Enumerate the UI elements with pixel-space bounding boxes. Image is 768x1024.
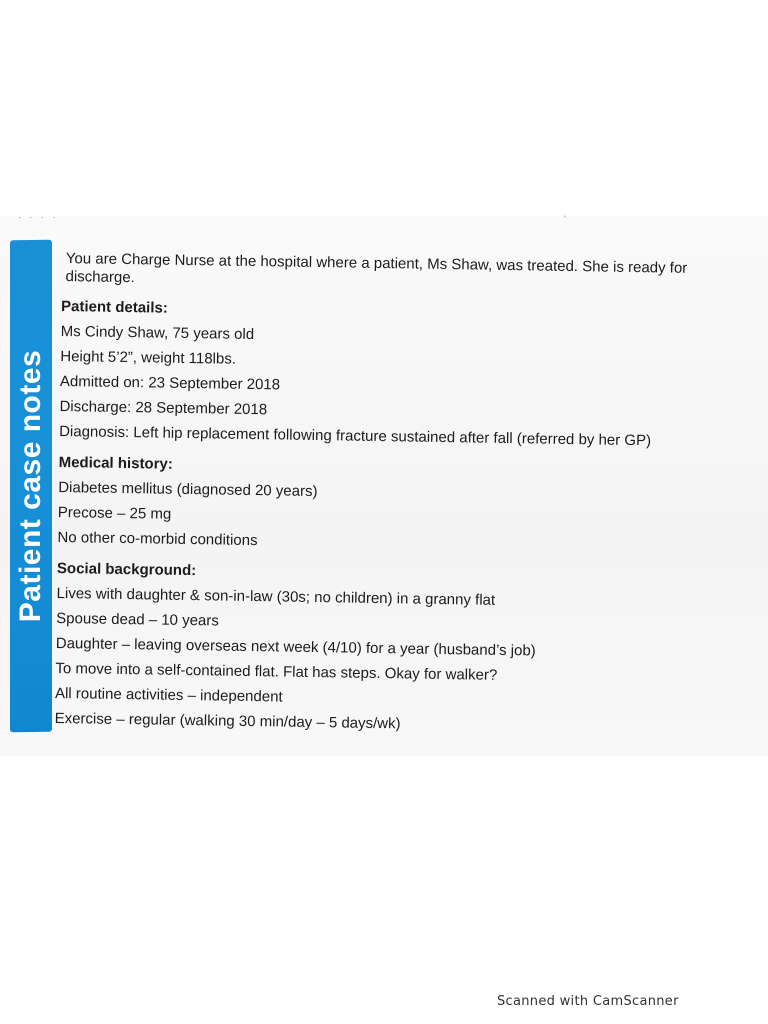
detail-line: Ms Cindy Shaw, 75 years old	[60, 322, 255, 344]
page-edge-mark: '	[564, 214, 566, 224]
detail-line: Spouse dead – 10 years	[56, 609, 219, 630]
detail-line: Daughter – leaving overseas next week (4/10) for a year (husband’s job)	[55, 634, 536, 660]
detail-line: Lives with daughter & son-in-law (30s; no children) in a granny flat	[56, 584, 496, 609]
detail-line: Diabetes mellitus (diagnosed 20 years)	[58, 478, 318, 501]
detail-line: Diagnosis: Left hip replacement following fracture sustained after fall (referred by her GP)	[59, 422, 652, 450]
case-notes-content	[54, 250, 742, 748]
detail-line: Discharge: 28 September 2018	[59, 397, 268, 419]
intro-text: You are Charge Nurse at the hospital where a patient, Ms Shaw, was treated. She is ready for discharge.	[65, 250, 688, 287]
section-medical-history	[57, 450, 738, 561]
side-tab-label: Patient case notes	[14, 349, 47, 623]
detail-line: Precose – 25 mg	[57, 503, 172, 523]
section-patient-details	[59, 294, 741, 455]
detail-line: To move into a self-contained flat. Flat has steps. Okay for walker?	[55, 659, 498, 684]
detail-line: All routine activities – independent	[54, 684, 283, 706]
detail-line: Exercise – regular (walking 30 min/day – 5 days/wk)	[54, 709, 401, 733]
section-social-background	[54, 556, 737, 742]
detail-line: Admitted on: 23 September 2018	[59, 372, 281, 394]
scanner-watermark: Scanned with CamScanner	[497, 994, 679, 1009]
detail-line: Height 5’2”, weight 118lbs.	[60, 347, 237, 368]
section-heading: Medical history:	[58, 453, 173, 473]
page-edge-marks: · · · ·	[18, 212, 59, 222]
detail-line: No other co-morbid conditions	[57, 528, 258, 550]
section-heading: Patient details:	[60, 297, 168, 317]
section-heading: Social background:	[56, 559, 197, 580]
